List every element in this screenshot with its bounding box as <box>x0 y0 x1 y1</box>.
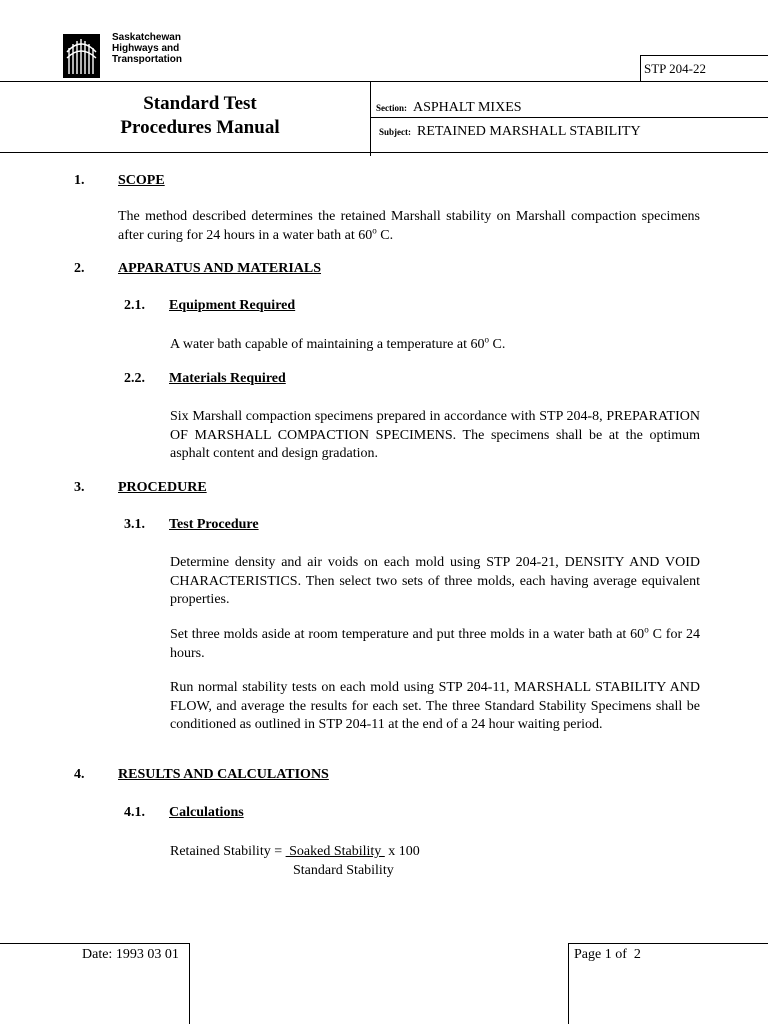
procedure-paragraph-1: Determine density and air voids on each mold using STP 204-21, DENSITY AND VOID CHARACTERISTICS. Then select two sets of three molds, each having average equivalent properties. <box>170 555 700 607</box>
section-2-number: 2. <box>74 261 85 276</box>
footer-page-number: Page 1 of 2 <box>574 947 641 962</box>
section-3-title: PROCEDURE <box>118 480 207 495</box>
header-vertical-divider <box>370 82 371 156</box>
procedure-paragraph-2 <box>170 626 700 663</box>
section-2-1-text <box>170 336 700 355</box>
agency-logo-icon <box>63 34 100 78</box>
formula-denominator: Standard Stability <box>293 863 394 878</box>
footer-left-vertical-rule <box>189 943 190 1024</box>
section-4-1-number: 4.1. <box>124 805 145 820</box>
subject-row <box>379 122 641 140</box>
section-2-1-number: 2.1. <box>124 298 145 313</box>
section-3-number: 3. <box>74 480 85 495</box>
agency-line: Highways and <box>112 43 180 54</box>
section-2-title: APPARATUS AND MATERIALS <box>118 261 322 276</box>
manual-title <box>100 92 300 140</box>
section-1-text <box>118 208 700 245</box>
section-3-1-title: Test Procedure <box>169 517 259 532</box>
equipment-text: A water bath capable of maintaining a temperature at 60 <box>170 337 485 352</box>
section-1-title: SCOPE <box>118 173 165 188</box>
stp-number: STP 204-22 <box>644 61 706 76</box>
subject-label: Subject: <box>379 127 411 137</box>
subject-value: RETAINED MARSHALL STABILITY <box>417 124 641 139</box>
formula-line <box>170 843 570 862</box>
footer-right-top-rule <box>568 943 768 944</box>
section-2-2-number: 2.2. <box>124 371 145 386</box>
degree-mark: o <box>372 224 377 235</box>
formula-lhs: Retained Stability = <box>170 844 286 859</box>
formula-factor: x 100 <box>384 844 420 859</box>
header-divider-bottom <box>0 152 768 153</box>
footer-right-vertical-rule <box>568 943 569 1024</box>
section-label: Section: <box>376 103 407 113</box>
section-4-1-title: Calculations <box>169 805 244 820</box>
procedure-paragraph-3: Run normal stability tests on each mold using STP 204-11, MARSHALL STABILITY AND FLOW, and average the results for each set. The three Standard Stability Specimens shall be conditioned as outlined in STP 204-11 at the end of a 24 hour waiting period. <box>170 680 700 732</box>
section-4-number: 4. <box>74 767 85 782</box>
equipment-text-end: C. <box>488 337 506 352</box>
header-row-divider <box>370 117 768 118</box>
section-2-2-text: Six Marshall compaction specimens prepared in accordance with STP 204-8, PREPARATION OF MARSHALL COMPACTION SPECIMENS. The specimens shall be at the optimum asphalt content and design gradation. <box>170 409 700 461</box>
footer-date: Date: 1993 03 01 <box>82 947 179 962</box>
procedure-p2-text-end: C for 24 hours. <box>170 627 700 661</box>
stp-box-left <box>640 55 641 81</box>
agency-line: Saskatchewan <box>112 32 181 43</box>
scope-text: The method described determines the retained Marshall stability on Marshall compaction specimens after curing for 24 hours in a water bath at 60 <box>118 209 700 243</box>
footer-left-top-rule <box>0 943 190 944</box>
header-divider-top <box>0 81 768 82</box>
agency-name <box>112 32 182 65</box>
section-value: ASPHALT MIXES <box>413 100 522 115</box>
section-1-number: 1. <box>74 173 85 188</box>
agency-line: Transportation <box>112 54 183 65</box>
section-2-1-title: Equipment Required <box>169 298 296 313</box>
section-2-2-title: Materials Required <box>169 371 286 386</box>
degree-mark: o <box>484 334 489 345</box>
procedure-p2-text: Set three molds aside at room temperature and put three molds in a water bath at 60 <box>170 627 645 642</box>
scope-text-end: C. <box>376 227 394 243</box>
manual-title-line2: Procedures Manual <box>120 117 280 138</box>
degree-mark: o <box>644 624 649 635</box>
section-3-1-number: 3.1. <box>124 517 145 532</box>
formula-numerator: Soaked Stability <box>285 844 385 859</box>
manual-title-line1: Standard Test <box>143 93 257 114</box>
stp-box-top <box>640 55 768 56</box>
section-4-title: RESULTS AND CALCULATIONS <box>118 767 329 782</box>
section-row <box>376 98 522 116</box>
